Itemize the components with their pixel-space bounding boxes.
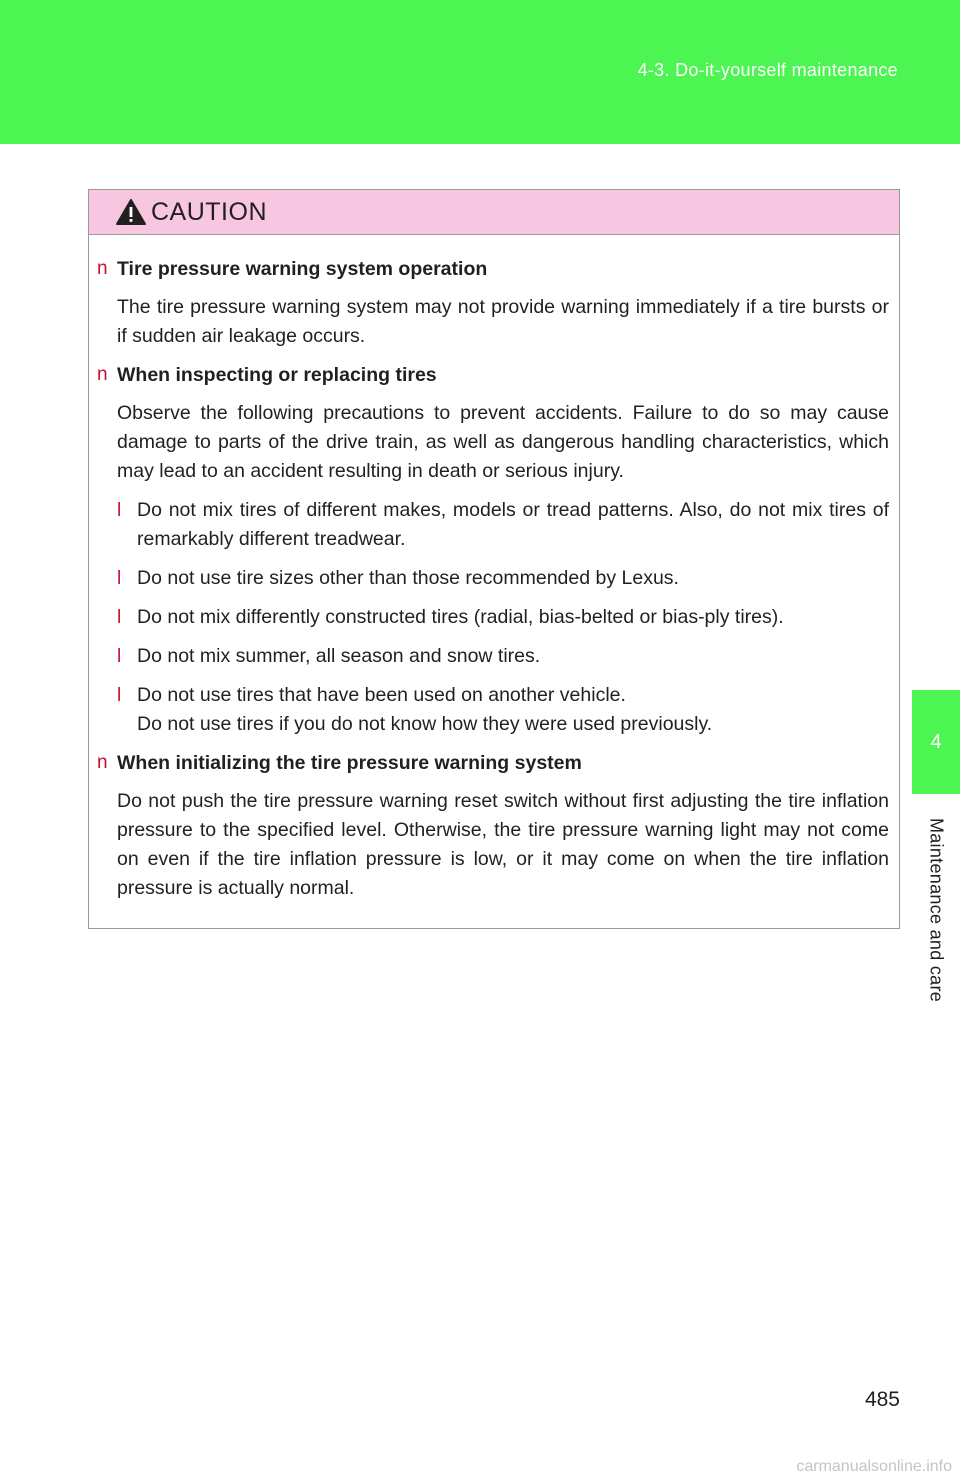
- section-paragraph: The tire pressure warning system may not provide warning immediately if a tire bursts or if sudden air leakage occurs.: [117, 296, 889, 347]
- page-number: 485: [864, 1388, 900, 1411]
- heading-marker: n: [97, 258, 108, 279]
- heading-marker: n: [97, 752, 108, 773]
- heading-marker: n: [97, 364, 108, 385]
- section-paragraph: Observe the following precautions to prevent accidents. Failure to do so may cause damage to parts of the drive train, as well as dangerous handling characteristics, which may lead to an accident resulting in death or serious injury.: [117, 402, 889, 482]
- section-heading: [97, 749, 889, 777]
- bullet-marker: l: [117, 685, 122, 706]
- heading-text: When inspecting or replacing tires: [117, 364, 437, 386]
- bullet-marker: l: [117, 568, 122, 589]
- section-title: 4-3. Do-it-yourself maintenance: [637, 60, 898, 80]
- bullet-marker: l: [117, 646, 122, 667]
- bullet-text: Do not use tire sizes other than those recommended by Lexus.: [137, 567, 679, 589]
- caution-title: CAUTION: [151, 197, 267, 226]
- chapter-label: Maintenance and care: [926, 817, 947, 1003]
- heading-text: When initializing the tire pressure warning system: [117, 752, 582, 774]
- page-header: [0, 0, 960, 144]
- chapter-number: 4: [930, 730, 942, 753]
- bullet-text: Do not mix summer, all season and snow tires.: [137, 645, 541, 667]
- watermark: carmanualsonline.info: [796, 1458, 952, 1475]
- section-heading: [97, 255, 889, 283]
- list-item: [97, 681, 889, 739]
- list-item: [97, 496, 889, 554]
- list-item: [97, 642, 889, 671]
- bullet-text: Do not mix differently constructed tires (radial, bias-belted or bias-ply tires).: [137, 606, 784, 628]
- bullet-text: Do not mix tires of different makes, models or tread patterns. Also, do not mix tires of remarkably different treadwear.: [137, 499, 889, 550]
- caution-box: [88, 189, 900, 929]
- warning-triangle-icon: [115, 198, 147, 226]
- caution-header: [89, 190, 899, 235]
- chapter-tab: [912, 690, 960, 794]
- list-item: [97, 564, 889, 593]
- caution-body: [89, 235, 899, 903]
- list-item: [97, 603, 889, 632]
- section-heading: [97, 361, 889, 389]
- bullet-marker: l: [117, 607, 122, 628]
- bullet-text: Do not use tires that have been used on another vehicle.: [137, 684, 626, 706]
- section-paragraph: Do not push the tire pressure warning reset switch without first adjusting the tire inflation pressure to the specified level. Otherwise, the tire pressure warning light may not come on even if the tire inflation pressure is low, or it may come on when the tire inflation pressure is actually normal.: [117, 790, 889, 899]
- heading-text: Tire pressure warning system operation: [117, 258, 488, 280]
- bullet-text-continued: Do not use tires if you do not know how they were used previously.: [137, 713, 713, 735]
- bullet-marker: l: [117, 500, 122, 521]
